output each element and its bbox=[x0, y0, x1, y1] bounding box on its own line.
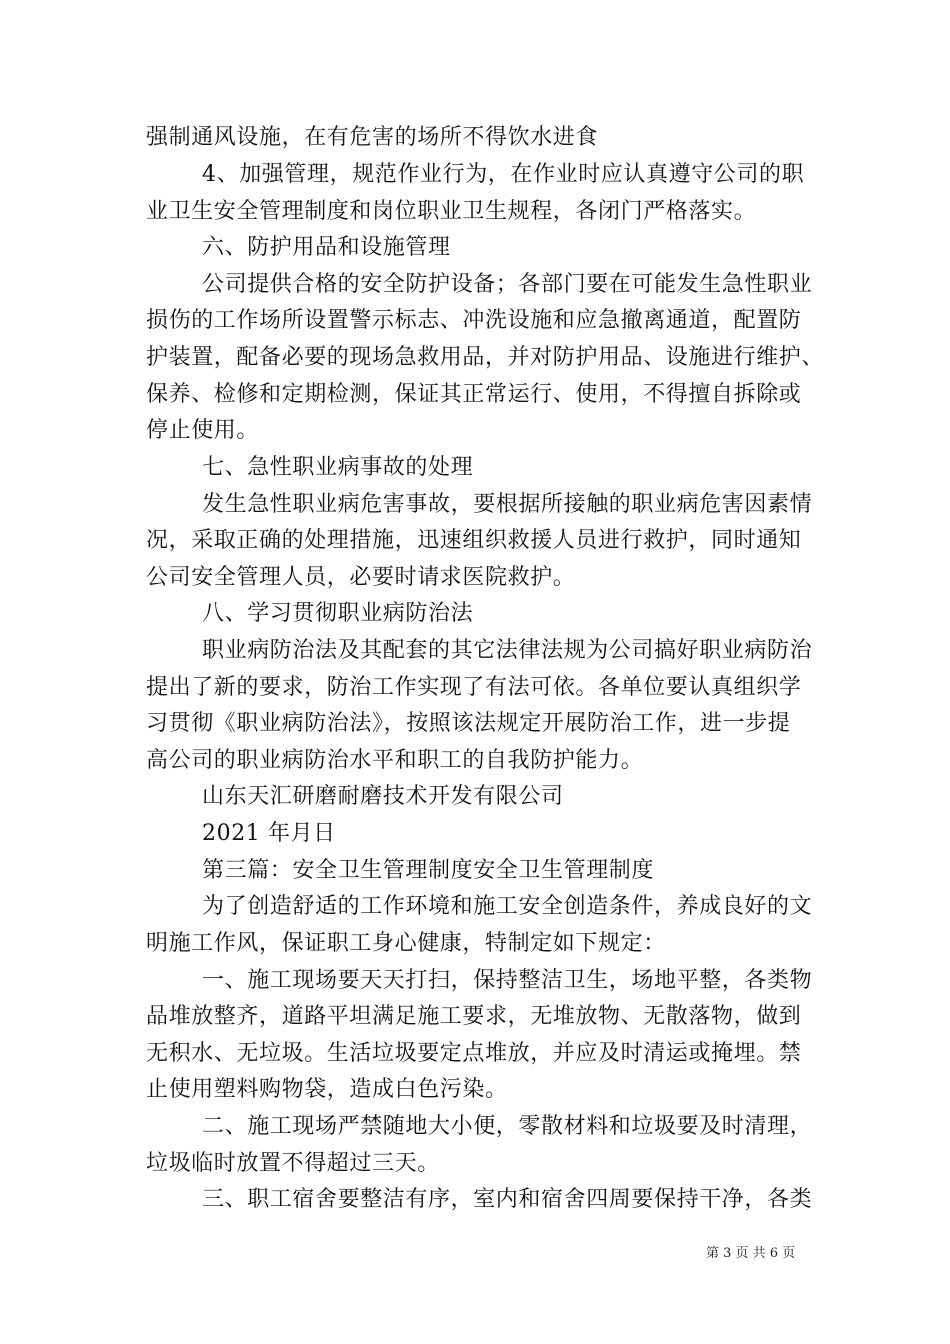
text-line: 一、施工现场要天天打扫，保持整洁卫生，场地平整，各类物 bbox=[202, 968, 813, 993]
section-heading: 六、防护用品和设施管理 bbox=[202, 235, 451, 260]
text-line: 保养、检修和定期检测，保证其正常运行、使用，不得擅自拆除或 bbox=[146, 382, 802, 407]
text-line: 护装置，配备必要的现场急救用品，并对防护用品、设施进行维护、 bbox=[146, 345, 825, 370]
text-line: 明施工作风，保证职工身心健康，特制定如下规定： bbox=[146, 931, 666, 956]
section-heading: 八、学习贯彻职业病防治法 bbox=[202, 601, 474, 626]
text-line: 习贯彻《职业病防治法》，按照该法规定开展防治工作，进一步提 bbox=[146, 711, 791, 736]
text-line: 公司安全管理人员，必要时请求医院救护。 bbox=[146, 565, 576, 590]
text-line: 品堆放整齐，道路平坦满足施工要求，无堆放物、无散落物，做到 bbox=[146, 1004, 802, 1029]
text-line: 发生急性职业病危害事故，要根据所接触的职业病危害因素情 bbox=[202, 492, 813, 517]
text-line: 职业病防治法及其配套的其它法律法规为公司搞好职业病防治 bbox=[202, 638, 813, 663]
section-heading: 七、急性职业病事故的处理 bbox=[202, 455, 474, 480]
text-line: 无积水、无垃圾。生活垃圾要定点堆放，并应及时清运或掩埋。禁 bbox=[146, 1041, 802, 1066]
text-line: 二、施工现场严禁随地大小便，零散材料和垃圾要及时清理， bbox=[202, 1114, 813, 1139]
text-line: 损伤的工作场所设置警示标志、冲洗设施和应急撤离通道，配置防 bbox=[146, 308, 802, 333]
date-line: 2021 年月日 bbox=[202, 821, 336, 846]
text-line: 公司提供合格的安全防护设备；各部门要在可能发生急性职业 bbox=[202, 272, 813, 297]
text-line: 强制通风设施，在有危害的场所不得饮水进食 bbox=[146, 125, 599, 150]
text-line: 4、加强管理，规范作业行为，在作业时应认真遵守公司的职 bbox=[202, 162, 805, 187]
text-line: 高公司的职业病防治水平和职工的自我防护能力。 bbox=[146, 748, 644, 773]
page-number: 第 3 页 共 6 页 bbox=[706, 1246, 796, 1261]
company-name: 山东天汇研磨耐磨技术开发有限公司 bbox=[202, 784, 564, 809]
text-line: 停止使用。 bbox=[146, 418, 260, 443]
chapter-title: 第三篇：安全卫生管理制度安全卫生管理制度 bbox=[202, 858, 655, 883]
text-line: 三、职工宿舍要整洁有序，室内和宿舍四周要保持干净，各类 bbox=[202, 1187, 813, 1212]
text-line: 业卫生安全管理制度和岗位职业卫生规程，各闭门严格落实。 bbox=[146, 199, 757, 224]
text-line: 垃圾临时放置不得超过三天。 bbox=[146, 1151, 440, 1176]
text-line: 止使用塑料购物袋，造成白色污染。 bbox=[146, 1077, 508, 1102]
text-line: 为了创造舒适的工作环境和施工安全创造条件，养成良好的文 bbox=[202, 894, 813, 919]
text-line: 况，采取正确的处理措施，迅速组织救援人员进行救护，同时通知 bbox=[146, 528, 802, 553]
text-line: 提出了新的要求，防治工作实现了有法可依。各单位要认真组织学 bbox=[146, 675, 802, 700]
